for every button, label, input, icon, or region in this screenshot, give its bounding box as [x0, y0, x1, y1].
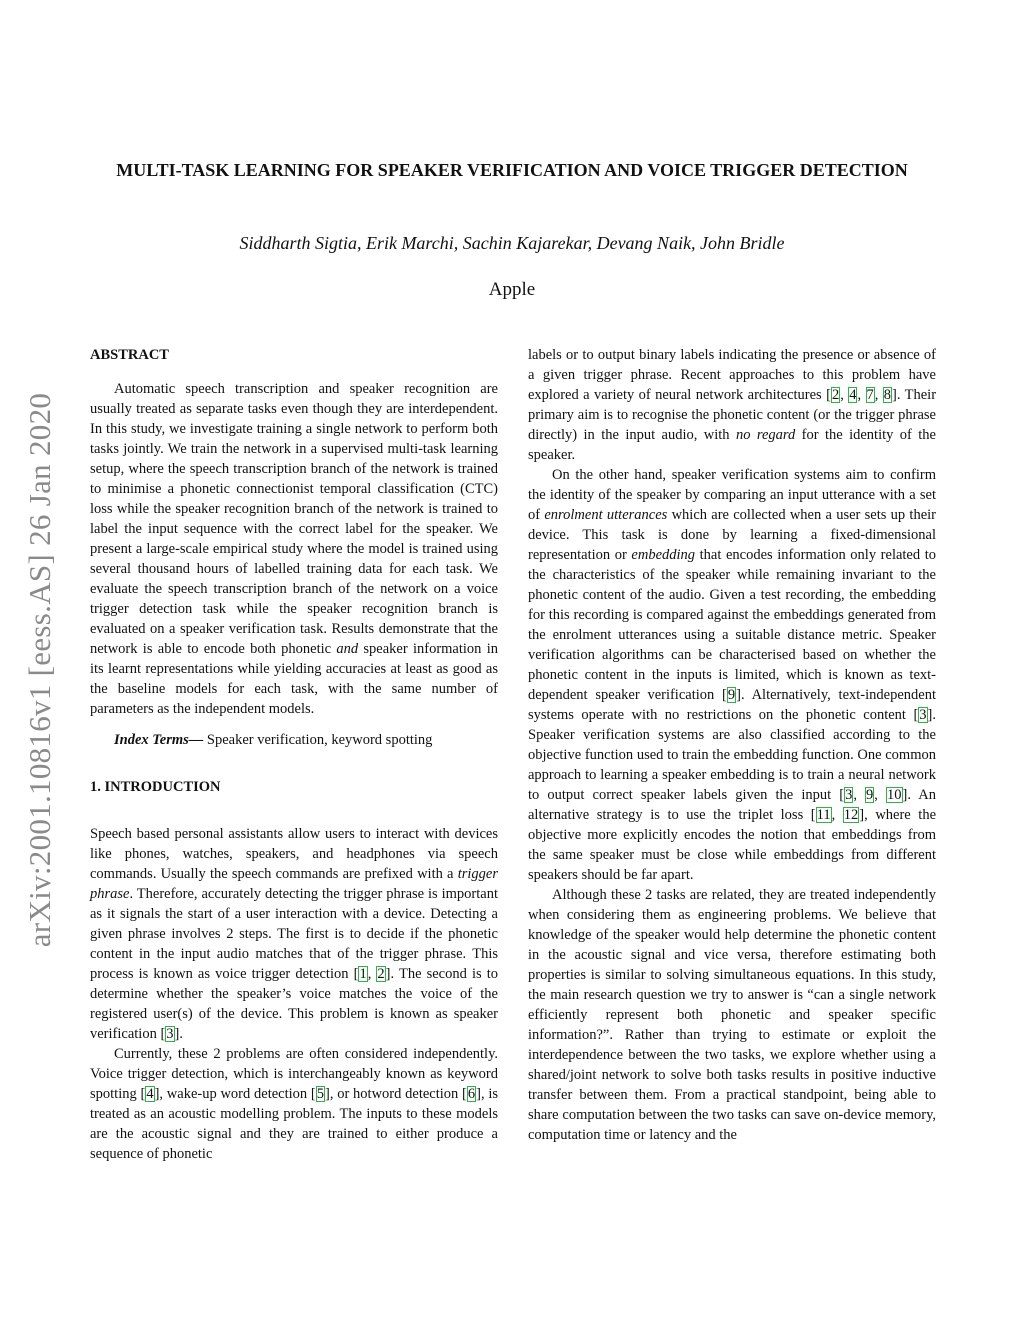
- citation-link[interactable]: 6: [467, 1086, 476, 1102]
- abstract-heading: ABSTRACT: [90, 347, 169, 363]
- separator: ,: [840, 387, 849, 403]
- citation-link[interactable]: 9: [866, 787, 874, 803]
- citation-link[interactable]: 2: [831, 387, 840, 403]
- index-terms-label: Index Terms—: [114, 732, 204, 748]
- paragraph-text: which are collected when a user sets up their device. This task is done by learning a fixed-dimensional representation or: [528, 507, 936, 563]
- arxiv-identifier: arXiv:2001.10816v1 [eess.AS] 26 Jan 2020: [22, 392, 58, 948]
- paragraph-text: On the other hand, speaker verification systems aim to confirm the identity of the speaker by comparing an input utterance with a set of: [528, 467, 936, 523]
- paragraph-text: ,: [367, 966, 377, 982]
- intro-paragraph-5: Although these 2 tasks are related, they are treated independently when considering them as engineering problems. We believe that knowledge of the speaker would help determine the phonetic content in the acoustic signal and vice versa, therefore estimating both properties is similar to solving simultaneous equations. In this study, the main research question we try to answer is “can a single network efficiently represent both phonetic and speaker specific information?”. Rather than trying to estimate or exploit the interdependence between the two tasks, we explore whether using a shared/joint network to solve both tasks results in positive inductive transfer between them. From a practical standpoint, being able to share computation between the two tasks can save on-device memory, computation time or latency and the: [528, 887, 936, 1143]
- paragraph-text: ]. Alternatively, text-independent systems operate with no restrictions on the phonetic content [: [528, 687, 936, 723]
- paragraph-text: for the identity of the speaker.: [528, 427, 936, 463]
- embedding-emphasis: embedding: [631, 547, 696, 563]
- citation-link[interactable]: 7: [866, 387, 874, 403]
- paragraph-text: ]. The second is to determine whether the speaker’s voice matches the voice of the registered user(s) of the device. This problem is known as speaker verification [: [90, 966, 499, 1042]
- citation-link[interactable]: 11: [816, 807, 831, 823]
- citation-link[interactable]: 1: [359, 966, 367, 982]
- citation-link[interactable]: 2: [377, 966, 385, 982]
- affiliation: Apple: [488, 279, 536, 300]
- separator: ,: [874, 787, 887, 803]
- citation-link[interactable]: 9: [727, 687, 736, 703]
- separator: ,: [857, 387, 866, 403]
- abstract-paragraph: [90, 379, 498, 719]
- separator: ,: [874, 387, 883, 403]
- citation-link[interactable]: 10: [887, 787, 902, 803]
- separator: ,: [853, 787, 866, 803]
- separator: ,: [831, 807, 843, 823]
- intro-paragraph-2: [90, 1044, 498, 1164]
- paragraph-text: ], or hotword detection [: [325, 1086, 467, 1102]
- citation-link[interactable]: 8: [883, 387, 892, 403]
- citation-link[interactable]: 3: [166, 1026, 174, 1042]
- citation-link[interactable]: 4: [146, 1086, 154, 1102]
- left-column: [90, 345, 498, 1164]
- index-terms-text: Speaker verification, keyword spotting: [203, 732, 433, 748]
- intro-paragraph-3: [528, 345, 936, 465]
- paragraph-text: ]. Their primary aim is to recognise the phonetic content (or the trigger phrase directly) in the input audio, with: [528, 387, 937, 443]
- paper-title: MULTI-TASK LEARNING FOR SPEAKER VERIFICATION AND VOICE TRIGGER DETECTION: [116, 160, 908, 180]
- paragraph-text: ].: [174, 1026, 184, 1042]
- index-terms: [90, 730, 498, 750]
- paragraph-text: labels or to output binary labels indicating the presence or absence of a given trigger phrase. Recent approaches to this problem have explored a variety of neural network architectures [: [528, 347, 936, 403]
- abstract-text: Automatic speech transcription and speaker recognition are usually treated as separate tasks even though they are interdependent. In this study, we investigate training a single network to perform both tasks jointly. We train the network in a supervised multi-task learning setup, where the speech transcription branch of the network is trained to minimise a phonetic connectionist temporal classification (CTC) loss while the speaker recognition branch of the network is trained to label the input sequence with the correct label for the speaker. We present a large-scale empirical study where the model is trained using several thousand hours of labelled training data for each task. We evaluate the speech transcription branch of the network on a voice trigger detection task while the speaker recognition branch is evaluated on a speaker verification task. Results demonstrate that the network is able to encode both phonetic: [90, 381, 498, 657]
- paragraph-text: that encodes information only related to the characteristics of the speaker while remaining invariant to the phonetic content of the audio. Given a test recording, the embedding for this recording is compared against the embeddings generated from the enrolment utterances using a suitable distance metric. Speaker verification algorithms can be characterised based on whether the phonetic content in the inputs is limited, which is known as text-dependent speaker verification [: [528, 547, 936, 703]
- citation-link[interactable]: 4: [849, 387, 857, 403]
- paragraph-text: ], wake-up word detection [: [154, 1086, 316, 1102]
- citation-link[interactable]: 5: [316, 1086, 325, 1102]
- paragraph-text: ]. An alternative strategy is to use the triplet loss [: [528, 787, 937, 823]
- paragraph-text: . Therefore, accurately detecting the trigger phrase is important as it signals the start of a user interaction with a device. Detecting a given phrase involves 2 steps. The first is to decide if the phonetic content in the input audio matches that of the trigger phrase. This process is known as voice trigger detection [: [90, 886, 498, 982]
- citation-link[interactable]: 3: [845, 787, 853, 803]
- paragraph-text: ]. Speaker verification systems are also classified according to the objective function used to train the embedding function. One common approach to learning a speaker embedding is to train a neural network to output correct speaker labels given the input [: [528, 707, 936, 803]
- paragraph-text: ], where the objective more explicitly encodes the notion that embeddings from the same speaker must be close while embeddings from different speakers should be far apart.: [528, 807, 937, 883]
- paragraph-text: Speech based personal assistants allow users to interact with devices like phones, watches, speakers, and headphones via speech commands. Usually the speech commands are prefixed with a: [90, 826, 498, 882]
- arxiv-side-stamp: [18, 350, 62, 990]
- intro-paragraph-4: [528, 465, 936, 885]
- introduction-heading: 1. INTRODUCTION: [90, 779, 221, 795]
- citation-link[interactable]: 3: [919, 707, 927, 723]
- author-list: Siddharth Sigtia, Erik Marchi, Sachin Kajarekar, Devang Naik, John Bridle: [239, 233, 785, 253]
- abstract-text: speaker information in its learnt representations while yielding accuracies at least as good as the baseline models for each task, with the same number of parameters as the independent models.: [90, 641, 498, 717]
- abstract-emphasis: and: [336, 641, 359, 657]
- paragraph-text: Currently, these 2 problems are often considered independently. Voice trigger detection, which is interchangeably known as keyword spotting [: [90, 1046, 498, 1102]
- no-regard-emphasis: no regard: [735, 427, 796, 443]
- enrolment-emphasis: enrolment utterances: [544, 507, 668, 523]
- right-column: [528, 345, 936, 1145]
- trigger-phrase-emphasis: trigger phrase: [90, 866, 498, 902]
- paragraph-text: ], is treated as an acoustic modelling problem. The inputs to these models are the acoustic signal and they are trained to either produce a sequence of phonetic: [90, 1086, 499, 1162]
- citation-link[interactable]: 12: [843, 807, 859, 823]
- intro-paragraph-1: [90, 824, 498, 1044]
